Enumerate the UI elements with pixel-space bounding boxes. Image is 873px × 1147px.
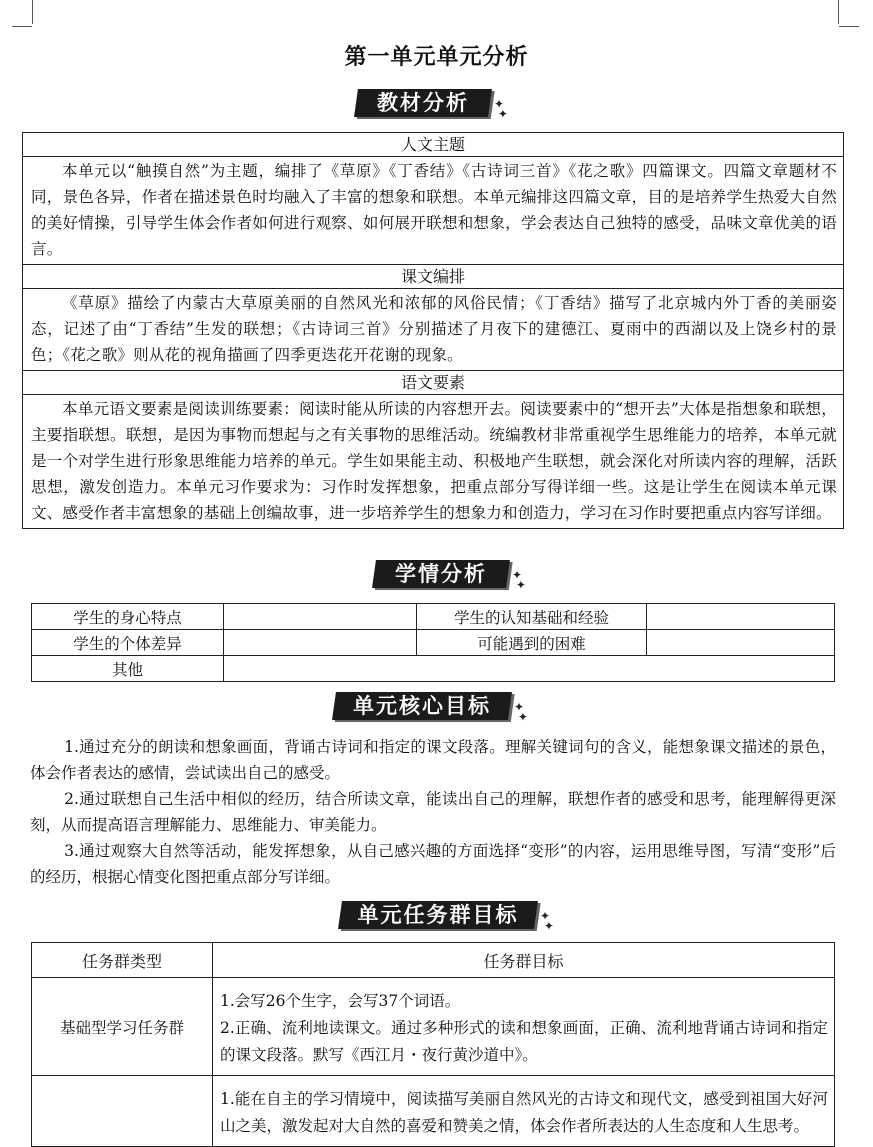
core-goal-item: 1.通过充分的朗读和想象画面，背诵古诗词和指定的课文段落。理解关键词句的含义，能想象课文描述的景色，体会作者表达的感情，尝试读出自己的感受。 — [30, 738, 836, 782]
cognitive-label: 学生的认知基础和经验 — [417, 604, 647, 630]
section-title: 单元任务群目标 — [357, 903, 519, 927]
crop-mark — [838, 0, 839, 24]
individual-value — [224, 630, 417, 656]
section-banner-core-goals — [334, 690, 544, 722]
textbook-analysis-table — [22, 132, 844, 529]
crop-mark — [839, 26, 859, 27]
task-goals-cell — [213, 978, 835, 1076]
cognitive-value — [647, 604, 835, 630]
section-title: 教材分析 — [377, 91, 469, 115]
task-type-cell: 基础型学习任务群 — [32, 978, 213, 1076]
section-title: 单元核心目标 — [353, 694, 491, 718]
elements-header: 语文要素 — [23, 371, 844, 395]
arrangement-header: 课文编排 — [23, 265, 844, 289]
physical-label: 学生的身心特点 — [32, 604, 224, 630]
section-title: 学情分析 — [395, 562, 487, 586]
task-goal-item: 1.会写26个生字，会写37个词语。 — [220, 992, 461, 1010]
section-banner-students — [374, 558, 534, 590]
task-type-header: 任务群类型 — [32, 943, 213, 978]
crop-mark — [12, 26, 32, 27]
task-goals-cell — [213, 1076, 835, 1147]
individual-label: 学生的个体差异 — [32, 630, 224, 656]
page-title: 第一单元单元分析 — [344, 44, 529, 70]
difficulties-label: 可能遇到的困难 — [417, 630, 647, 656]
section-banner-textbook — [356, 87, 516, 119]
sparkle-icon: ✦ ✦ — [512, 568, 526, 592]
task-goal-item: 1.能在自主的学习情境中，阅读描写美丽自然风光的古诗文和现代文，感受到祖国大好河山之美，激发起对大自然的喜爱和赞美之情，体会作者所表达的人生态度和人生思考。 — [220, 1090, 828, 1135]
elements-text: 本单元语文要素是阅读训练要素：阅读时能从所读的内容想开去。阅读要素中的“想开去”大体是指想象和联想，主要指联想。联想，是因为事物而想起与之有关事物的思维活动。统编教材非常重视学生思维能力的培养，本单元就是一个对学生进行形象思维能力培养的单元。学生如果能主动、积极地产生联想，就会深化对所读内容的理解，活跃思想，激发创造力。本单元习作要求为：习作时发挥想象，把重点部分写得详细一些。这是让学生在阅读本单元课文、感受作者丰富想象的基础上创编故事，进一步培养学生的想象力和创造力，学习在习作时要把重点内容写详细。 — [23, 395, 844, 529]
core-goal-item: 2.通过联想自己生活中相似的经历，结合所读文章，能读出自己的理解，联想作者的感受和思考，能理解得更深刻，从而提高语言理解能力、思维能力、审美能力。 — [30, 790, 836, 834]
arrangement-text: 《草原》描绘了内蒙古大草原美丽的自然风光和浓郁的风俗民情；《丁香结》描写了北京城内外丁香的美丽姿态，记述了由“丁香结”生发的联想；《古诗词三首》分别描述了月夜下的建德江、夏雨中的西湖以及上饶乡村的景色；《花之歌》则从花的视角描画了四季更迭花开花谢的现象。 — [23, 289, 844, 371]
other-value — [224, 656, 835, 682]
task-type-cell — [32, 1076, 213, 1147]
physical-value — [224, 604, 417, 630]
table-row — [32, 978, 835, 1076]
other-label: 其他 — [32, 656, 224, 682]
table-row — [32, 1076, 835, 1147]
section-banner-task-goals — [340, 899, 570, 931]
task-goal-header: 任务群目标 — [213, 943, 835, 978]
theme-text: 本单元以“触摸自然”为主题，编排了《草原》《丁香结》《古诗词三首》《花之歌》四篇课文。四篇文章题材不同，景色各异，作者在描述景色时均融入了丰富的想象和联想。本单元编排这四篇文章，目的是培养学生热爱大自然的美好情操，引导学生体会作者如何进行观察、如何展开联想和想象，学会表达自己独特的感受，品味文章优美的语言。 — [23, 157, 844, 265]
sparkle-icon: ✦ ✦ — [514, 700, 528, 724]
sparkle-icon: ✦ ✦ — [540, 909, 554, 933]
sparkle-icon: ✦ ✦ — [494, 97, 508, 121]
theme-header: 人文主题 — [23, 133, 844, 157]
core-goal-item: 3.通过观察大自然等活动，能发挥想象，从自己感兴趣的方面选择“变形”的内容，运用思维导图，写清“变形”后的经历，根据心情变化图把重点部分写详细。 — [30, 842, 836, 886]
difficulties-value — [647, 630, 835, 656]
task-goal-item: 2.正确、流利地读课文。通过多种形式的读和想象画面，正确、流利地背诵古诗词和指定的课文段落。默写《西江月・夜行黄沙道中》。 — [220, 1019, 828, 1064]
student-analysis-table — [31, 603, 835, 682]
crop-mark — [32, 0, 33, 24]
core-goals-list — [30, 734, 836, 890]
task-group-table — [31, 942, 835, 1147]
